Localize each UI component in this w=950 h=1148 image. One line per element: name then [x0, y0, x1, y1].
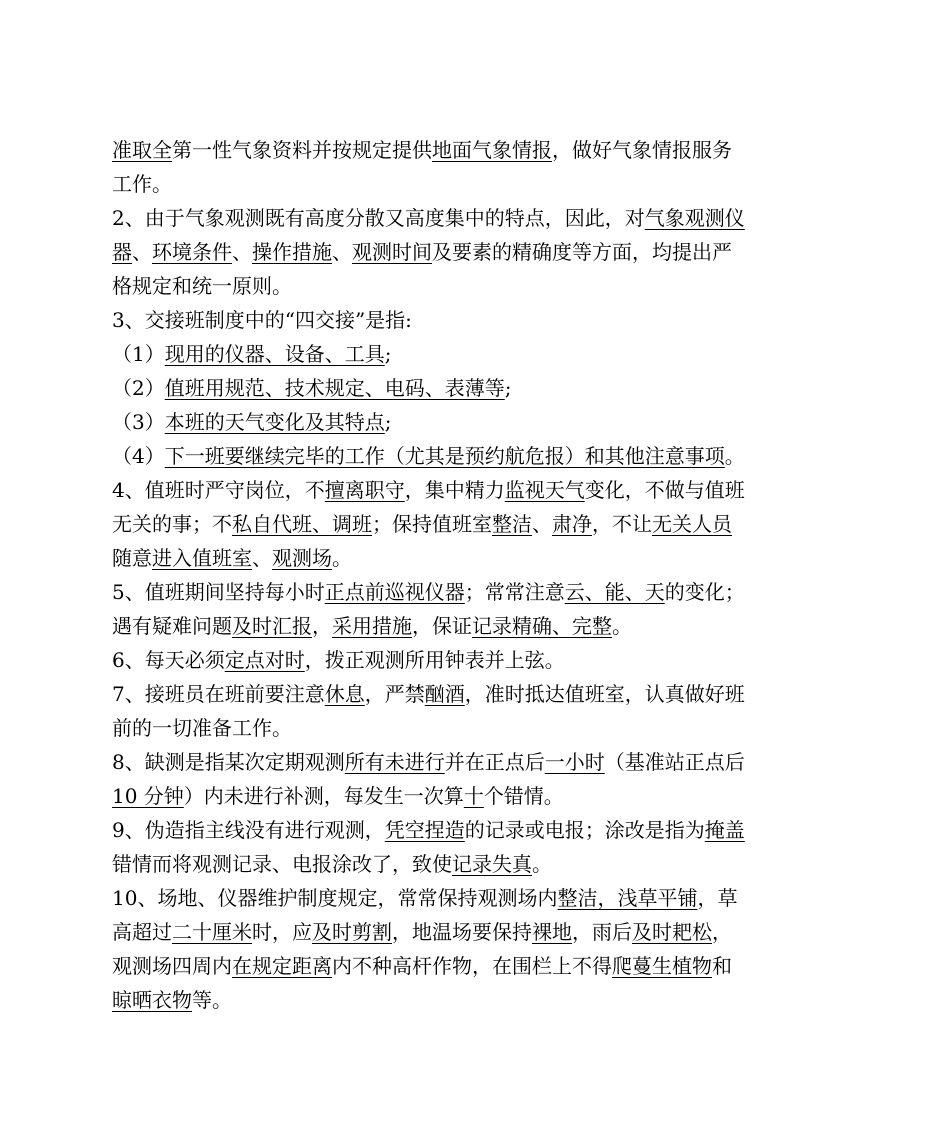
text-segment: 8、缺测是指某次定期观测	[112, 750, 345, 774]
text-segment: 随意	[112, 546, 152, 570]
text-segment: ，草	[697, 886, 738, 910]
text-segment: 3、交接班制度中的“四交接”是指:	[112, 308, 412, 332]
underlined-text: 准取全	[112, 138, 172, 162]
text-line	[112, 235, 802, 269]
text-segment: ）内未进行补测，每发生一次算	[183, 784, 464, 808]
text-segment: ，准时抵达值班室，认真做好班	[464, 682, 745, 706]
text-segment: ，严禁	[364, 682, 425, 706]
text-segment: ，拨正观测所用钟表并上弦。	[304, 648, 565, 672]
underlined-text: 所有未进行	[344, 750, 445, 774]
text-segment: 第一性气象资料并按规定提供	[172, 138, 432, 162]
underlined-text: 观测场	[272, 546, 332, 570]
text-segment: 等。	[192, 988, 232, 1012]
underlined-text: 整洁	[492, 512, 532, 536]
text-line	[112, 915, 802, 949]
underlined-text: 10 分钟	[112, 784, 184, 808]
text-segment: 、	[532, 512, 552, 536]
text-segment: 变化，不做与值班	[584, 478, 745, 502]
text-line	[112, 337, 802, 371]
underlined-text: 擅离职守	[324, 478, 405, 502]
text-line	[112, 507, 802, 541]
text-line	[112, 643, 802, 677]
text-segment: 5、值班期间坚持每小时	[112, 580, 325, 604]
text-segment: 工作。	[112, 172, 172, 196]
text-segment: 个错情。	[483, 784, 564, 808]
underlined-text: 凭空捏造	[384, 818, 465, 842]
underlined-text: 地面气象情报	[432, 138, 552, 162]
text-segment: 并在正点后	[444, 750, 545, 774]
underlined-text: 进入值班室	[152, 546, 252, 570]
text-segment: 错情而将观测记录、电报涂改了，致使	[112, 852, 452, 876]
text-segment: ，做好气象情报服务	[552, 138, 732, 162]
text-segment: ，雨后	[572, 920, 632, 944]
underlined-text: 云、能、天	[564, 580, 665, 604]
text-line	[112, 541, 802, 575]
underlined-text: 整洁，浅草平铺	[557, 886, 698, 910]
text-line	[112, 949, 802, 983]
underlined-text: 及时汇报	[232, 614, 312, 638]
text-line	[112, 269, 802, 303]
underlined-text: 正点前巡视仪器	[324, 580, 465, 604]
underlined-text: 在规定距离	[232, 954, 332, 978]
underlined-text: 无关人员	[652, 512, 732, 536]
text-segment: ;	[384, 342, 392, 366]
text-segment: 的变化；	[664, 580, 745, 604]
text-segment: ;	[384, 410, 392, 434]
text-line	[112, 983, 802, 1017]
text-segment: 观测场四周内	[112, 954, 232, 978]
underlined-text: 记录精确、完整	[472, 614, 612, 638]
document-body	[112, 133, 802, 1017]
text-segment: 10、场地、仪器维护制度规定，常常保持观测场内	[112, 886, 558, 910]
text-segment: 7、接班员在班前要注意	[112, 682, 325, 706]
underlined-text: 裸地	[532, 920, 572, 944]
text-line	[112, 473, 802, 507]
text-line	[112, 133, 802, 167]
underlined-text: 一小时	[544, 750, 605, 774]
underlined-text: 采用措施	[332, 614, 412, 638]
text-line	[112, 303, 802, 337]
text-segment: ，集中精力	[404, 478, 505, 502]
text-segment: ;	[504, 376, 512, 400]
underlined-text: 酗酒	[424, 682, 465, 706]
underlined-text: 气象观测仪	[644, 206, 745, 230]
text-segment: 格规定和统一原则。	[112, 274, 292, 298]
underlined-text: 值班用规范、技术规定、电码、表薄等	[164, 376, 505, 400]
underlined-text: 二十厘米	[172, 920, 252, 944]
underlined-text: 操作措施	[252, 240, 332, 264]
text-segment: （4）	[112, 444, 165, 468]
underlined-text: 爬蔓生植物	[612, 954, 712, 978]
text-line	[112, 609, 802, 643]
text-segment: 遇有疑难问题	[112, 614, 232, 638]
text-segment: 、	[252, 546, 272, 570]
text-segment: 内不种高杆作物，在围栏上不得	[332, 954, 612, 978]
text-segment: ，	[712, 920, 732, 944]
underlined-text: 下一班要继续完毕的工作（尤其是预约航危报）和其他注意事项	[164, 444, 725, 468]
text-line	[112, 405, 802, 439]
text-segment: ；常常注意	[464, 580, 565, 604]
text-segment: 2、由于气象观测既有高度分散又高度集中的特点，因此，对	[112, 206, 645, 230]
underlined-text: 晾晒衣物	[112, 988, 192, 1012]
text-segment: 的记录或电报；涂改是指为	[464, 818, 705, 842]
underlined-text: 观测时间	[352, 240, 432, 264]
text-line	[112, 779, 802, 813]
text-segment: 前的一切准备工作。	[112, 716, 292, 740]
text-line	[112, 813, 802, 847]
text-segment: 、	[232, 240, 252, 264]
text-line	[112, 677, 802, 711]
text-segment: 。	[532, 852, 552, 876]
underlined-text: 记录失真	[452, 852, 532, 876]
text-segment: ；保持值班室	[372, 512, 492, 536]
text-segment: 4、值班时严守岗位，不	[112, 478, 325, 502]
text-line	[112, 847, 802, 881]
text-line	[112, 575, 802, 609]
text-segment: 高超过	[112, 920, 172, 944]
text-line	[112, 439, 802, 473]
text-segment: 、	[332, 240, 352, 264]
text-segment: 9、伪造指主线没有进行观测，	[112, 818, 385, 842]
underlined-text: 定点对时	[224, 648, 305, 672]
underlined-text: 十	[463, 784, 484, 808]
text-line	[112, 371, 802, 405]
text-segment: ，地温场要保持	[392, 920, 532, 944]
text-line	[112, 167, 802, 201]
text-segment: （基准站正点后	[604, 750, 745, 774]
text-segment: ，不让	[592, 512, 652, 536]
text-segment: 和	[712, 954, 732, 978]
text-segment: 无关的事；不	[112, 512, 232, 536]
text-segment: （1）	[112, 342, 165, 366]
underlined-text: 及时剪割	[312, 920, 392, 944]
underlined-text: 休息	[324, 682, 365, 706]
text-line	[112, 711, 802, 745]
underlined-text: 肃净	[552, 512, 592, 536]
underlined-text: 掩盖	[704, 818, 745, 842]
text-segment: 。	[724, 444, 745, 468]
text-segment: 6、每天必须	[112, 648, 225, 672]
underlined-text: 及时耙松	[632, 920, 712, 944]
underlined-text: 私自代班、调班	[232, 512, 372, 536]
text-segment: ，保证	[412, 614, 472, 638]
text-segment: ，	[312, 614, 332, 638]
text-segment: 。	[612, 614, 632, 638]
text-line	[112, 745, 802, 779]
underlined-text: 监视天气	[504, 478, 585, 502]
text-segment: （3）	[112, 410, 165, 434]
text-line	[112, 201, 802, 235]
text-segment: 时，应	[252, 920, 312, 944]
text-segment: 、	[132, 240, 152, 264]
text-segment: 。	[332, 546, 352, 570]
text-line	[112, 881, 802, 915]
text-segment: 及要素的精确度等方面，均提出严	[432, 240, 732, 264]
text-segment: （2）	[112, 376, 165, 400]
underlined-text: 本班的天气变化及其特点	[164, 410, 385, 434]
underlined-text: 环境条件	[152, 240, 232, 264]
underlined-text: 器	[112, 240, 132, 264]
underlined-text: 现用的仪器、设备、工具	[164, 342, 385, 366]
